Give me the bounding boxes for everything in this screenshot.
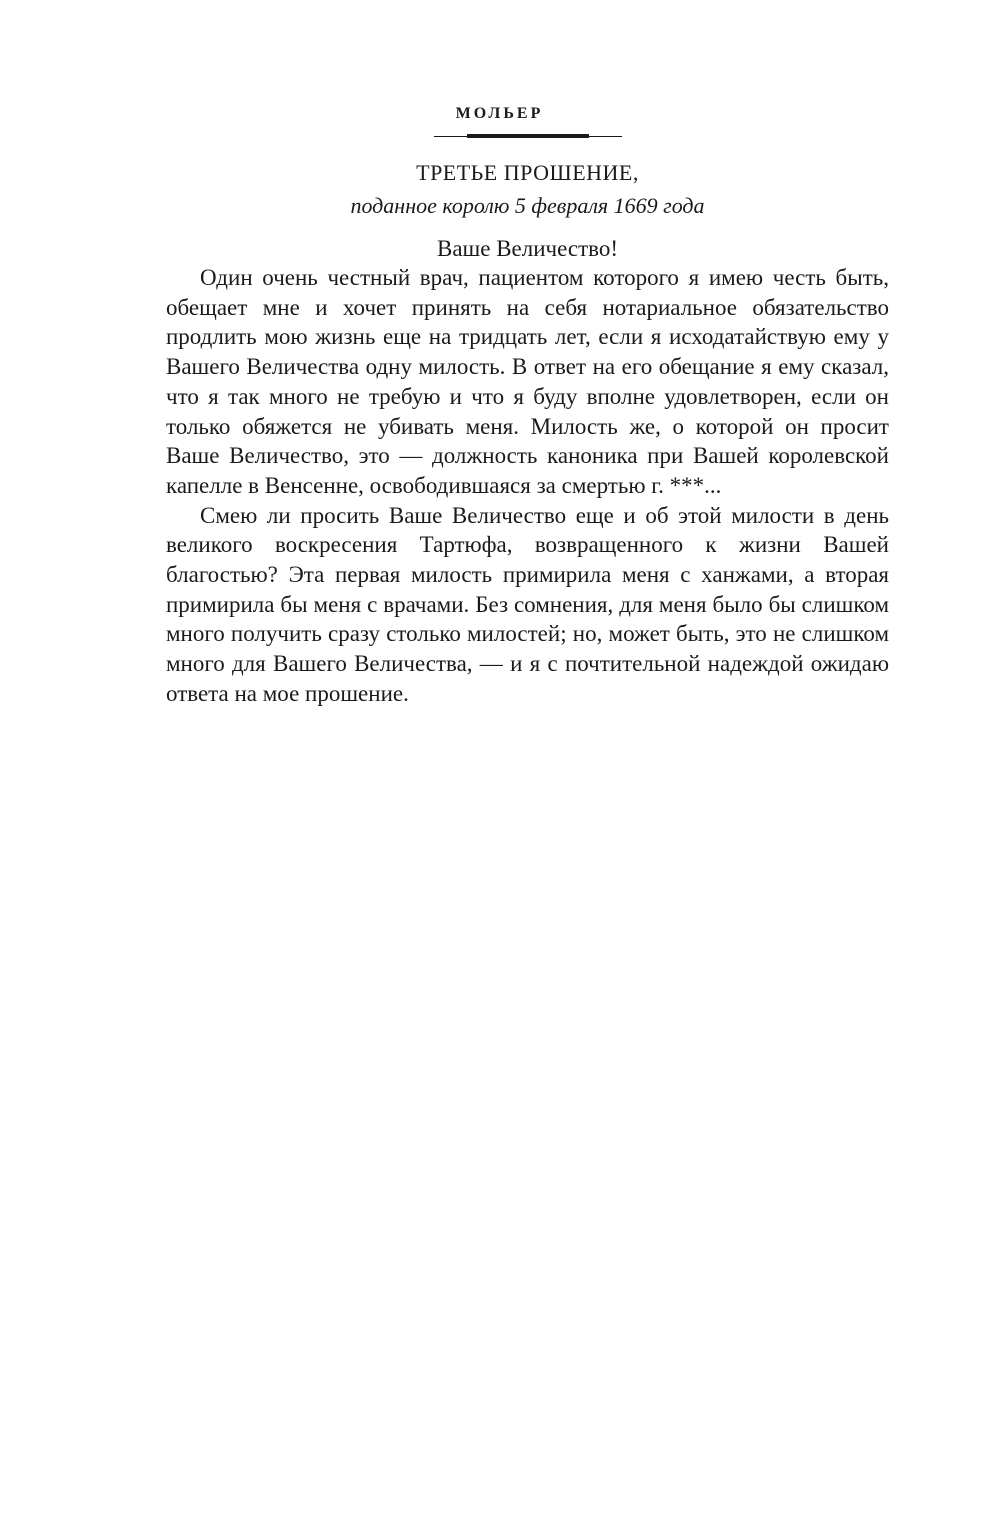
header-rule-accent	[467, 134, 589, 138]
paragraph: Смею ли просить Ваше Величество еще и об этой милости в день великого воскресения Тартюфа, возвращенного к жизни Вашей благостью? Эта первая милость примирила меня с ханжами, а вторая примирила бы меня с врачами. Без сомнения, для меня было бы слишком много получить сразу столько милостей; но, может быть, это не слишком много для Вашего Величества, — и я с почтительной надеждой ожидаю ответа на мое прошение.	[166, 502, 889, 706]
letter-body	[166, 263, 889, 709]
running-head: МОЛЬЕР	[455, 105, 544, 122]
salutation: Ваше Величество!	[436, 236, 619, 261]
section-subtitle: поданное королю 5 февраля 1669 года	[350, 193, 705, 218]
section-title: ТРЕТЬЕ ПРОШЕНИЕ,	[416, 160, 639, 185]
paragraph: Один очень честный врач, пациентом которого я имею честь быть, обещает мне и хочет принять на себя нотариальное обязательство продлить мою жизнь еще на тридцать лет, если я исходатайствую ему у Вашего Величества одну милость. В ответ на его обещание я ему сказал, что я так много не требую и что я буду вполне удовлетворен, если он только обяжется не убивать меня. Милость же, о которой он просит Ваше Величество, это — должность каноника при Вашей королевской капелле в Венсенне, освободившаяся за смертью г. ***...	[166, 265, 889, 498]
